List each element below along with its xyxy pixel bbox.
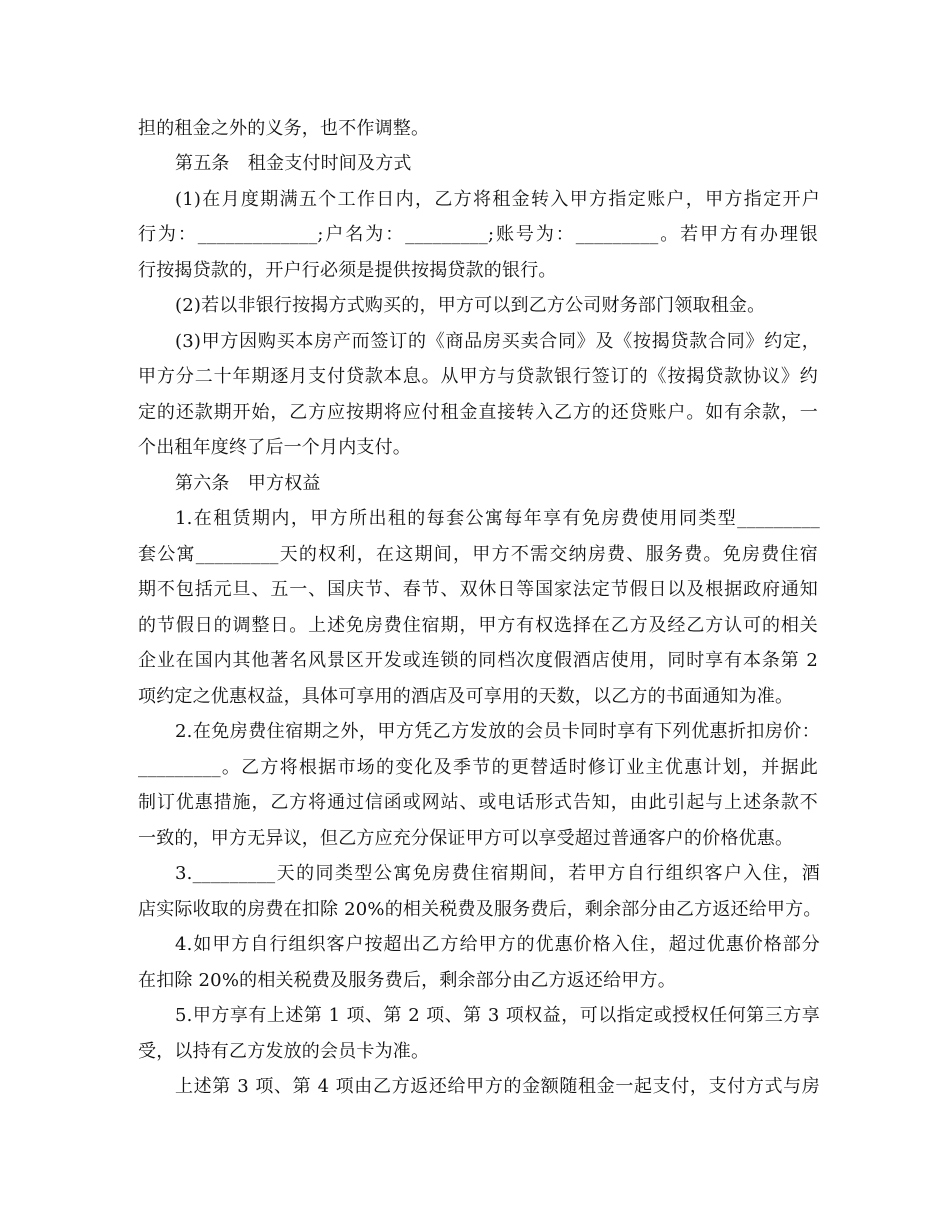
paragraph-line: 期不包括元旦、五一、国庆节、春节、双休日等国家法定节假日以及根据政府通知 [138, 579, 818, 600]
section-heading: 第六条 甲方权益 [175, 473, 321, 494]
paragraph-line: (1)在月度期满五个工作日内，乙方将租金转入甲方指定账户，甲方指定开户 [175, 189, 820, 210]
section-heading: 第五条 租金支付时间及方式 [175, 153, 412, 174]
paragraph-line: 上述第 3 项、第 4 项由乙方返还给甲方的金额随租金一起支付，支付方式与房 [175, 1076, 820, 1097]
paragraph-line: 甲方分二十年期逐月支付贷款本息。从甲方与贷款银行签订的《按揭贷款协议》约 [138, 366, 818, 387]
paragraph-line: 定的还款期开始，乙方应按期将应付租金直接转入乙方的还贷账户。如有余款，一 [138, 402, 818, 423]
paragraph-line: (2)若以非银行按揭方式购买的，甲方可以到乙方公司财务部门领取租金。 [175, 295, 766, 316]
paragraph-line: 行按揭贷款的，开户行必须是提供按揭贷款的银行。 [138, 260, 557, 281]
paragraph-line: 一致的，甲方无异议，但乙方应充分保证甲方可以享受超过普通客户的价格优惠。 [138, 828, 794, 849]
paragraph-line: 担的租金之外的义务，也不作调整。 [138, 118, 430, 139]
paragraph-line: 5.甲方享有上述第 1 项、第 2 项、第 3 项权益，可以指定或授权任何第三方享 [175, 1005, 820, 1026]
paragraph-line: 的节假日的调整日。上述免房费住宿期，甲方有权选择在乙方及经乙方认可的相关 [138, 615, 818, 636]
paragraph-line: 行为：_____________;户名为：_________;账号为：_________。若甲方有办理银 [138, 224, 818, 245]
paragraph-line: 2.在免房费住宿期之外，甲方凭乙方发放的会员卡同时享有下列优惠折扣房价： [175, 721, 820, 742]
paragraph-line: 项约定之优惠权益，具体可享用的酒店及可享用的天数，以乙方的书面通知为准。 [138, 686, 794, 707]
paragraph-line: 4.如甲方自行组织客户按超出乙方给甲方的优惠价格入住，超过优惠价格部分 [175, 934, 820, 955]
paragraph-line: 受，以持有乙方发放的会员卡为准。 [138, 1041, 430, 1062]
paragraph-line: 制订优惠措施，乙方将通过信函或网站、或电话形式告知，由此引起与上述条款不 [138, 792, 818, 813]
paragraph-line: (3)甲方因购买本房产而签订的《商品房买卖合同》及《按揭贷款合同》约定， [175, 331, 820, 352]
paragraph-line: 3._________天的同类型公寓免房费住宿期间，若甲方自行组织客户入住，酒 [175, 863, 820, 884]
paragraph-line: 企业在国内其他著名风景区开发或连锁的同档次度假酒店使用，同时享有本条第 2 [138, 650, 818, 671]
paragraph-line: 在扣除 20%的相关税费及服务费后，剩余部分由乙方返还给甲方。 [138, 970, 676, 991]
paragraph-line: 1.在租赁期内，甲方所出租的每套公寓每年享有免房费使用同类型_________ [175, 508, 820, 529]
paragraph-line: 店实际收取的房费在扣除 20%的相关税费及服务费后，剩余部分由乙方返还给甲方。 [138, 899, 822, 920]
paragraph-line: _________。乙方将根据市场的变化及季节的更替适时修订业主优惠计划，并据此 [138, 757, 818, 778]
paragraph-line: 套公寓_________天的权利，在这期间，甲方不需交纳房费、服务费。免房费住宿 [138, 544, 818, 565]
paragraph-line: 个出租年度终了后一个月内支付。 [138, 437, 411, 458]
